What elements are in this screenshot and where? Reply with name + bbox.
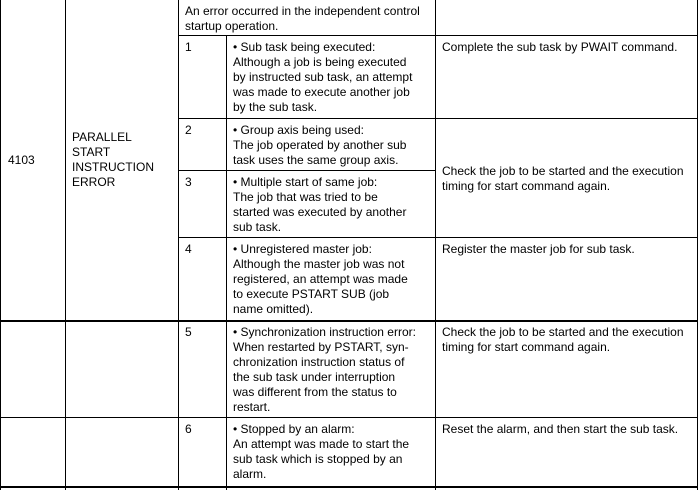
row-4-detail: • Unregistered master job: Although the master job was not registered, an attempt was made to execute PSTART SUB (job name omitted). <box>233 242 408 316</box>
row-1-number: 1 <box>185 40 192 54</box>
error-code: 4103 <box>8 153 35 167</box>
row-2-number: 2 <box>185 123 192 137</box>
row-5-detail: • Synchronization instruction error: When restarted by PSTART, syn- chronization instruction status of the sub task under interruption was different from the status to restart. <box>233 325 416 414</box>
grid-line <box>0 417 698 418</box>
grid-line <box>178 35 698 36</box>
grid-line <box>178 118 698 119</box>
row-4-action: Register the master job for sub task. <box>442 242 635 256</box>
row-4-number: 4 <box>185 242 192 256</box>
error-name: PARALLEL START INSTRUCTION ERROR <box>72 130 154 189</box>
row-6-detail: • Stopped by an alarm: An attempt was made to start the sub task which is stopped by an alarm. <box>233 422 410 481</box>
grid-line <box>0 320 698 322</box>
row-2-detail: • Group axis being used: The job operated by another sub task uses the same group axis. <box>233 123 407 167</box>
row-5-action: Check the job to be started and the execution timing for start command again. <box>442 325 684 354</box>
row-6-action: Reset the alarm, and then start the sub task. <box>442 422 679 436</box>
row-6-number: 6 <box>185 422 192 436</box>
description-header: An error occurred in the independent control startup operation. <box>185 4 420 33</box>
row-1-detail: • Sub task being executed: Although a job is being executed by instructed sub task, an attempt was made to execute another job by the sub task. <box>233 40 413 114</box>
row-3-detail: • Multiple start of same job: The job that was tried to be started was executed by another sub task. <box>233 175 407 234</box>
grid-line <box>178 237 698 238</box>
row-3-number: 3 <box>185 175 192 189</box>
row-2-3-action: Check the job to be started and the execution timing for start command again. <box>442 164 684 193</box>
grid-line <box>226 36 227 490</box>
grid-line <box>178 170 436 171</box>
row-1-action: Complete the sub task by PWAIT command. <box>442 40 678 54</box>
row-5-number: 5 <box>185 325 192 339</box>
grid-line <box>0 486 698 488</box>
